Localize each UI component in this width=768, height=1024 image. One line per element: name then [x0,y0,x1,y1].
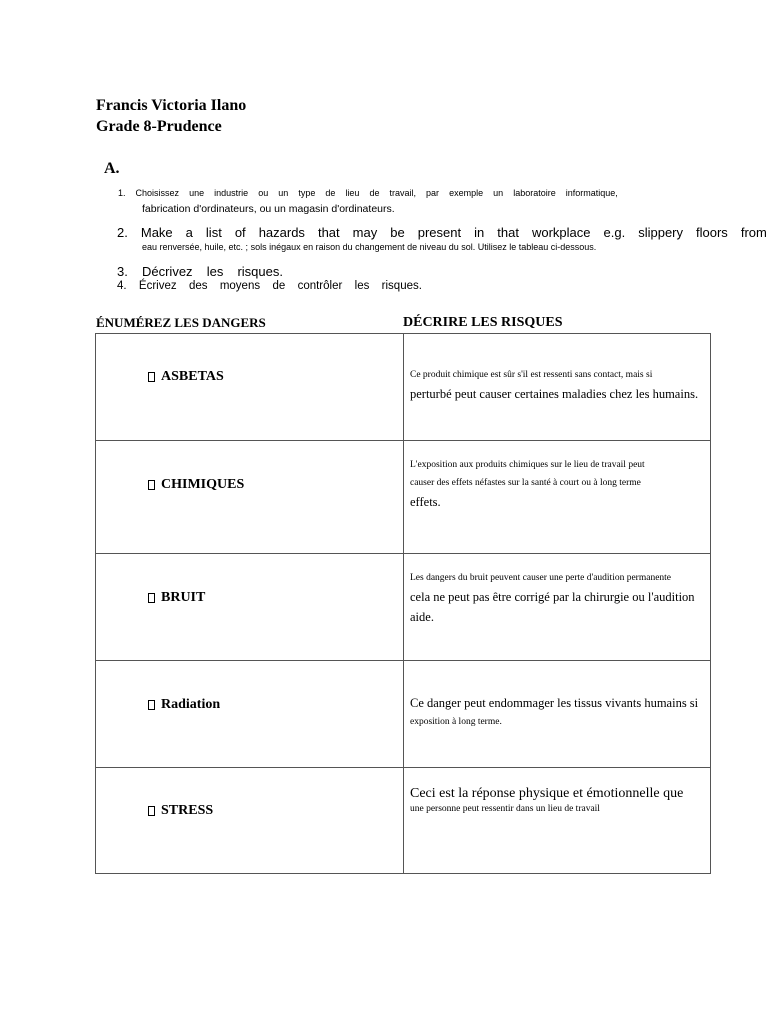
hazard-label: ASBETAS [161,369,224,384]
hazard-cell [96,661,404,768]
instruction-word: les [206,264,224,279]
hazard-cell [96,554,404,661]
hazard-label: CHIMIQUES [161,477,245,492]
instruction-word: laboratoire [513,188,556,198]
risk-line: causer des effets néfastes sur la santé à court ou à long terme [410,478,641,488]
instruction-word: industrie [214,188,249,198]
instruction-word: type [298,188,316,198]
instruction-word: present [417,225,462,240]
hazard-cell [96,334,404,441]
instruction-word: be [390,225,405,240]
instruction-word: informatique, [565,188,618,198]
risk-text [410,569,704,627]
risk-cell [404,334,711,441]
risk-line: Ceci est la réponse physique et émotionnelle que [410,786,684,801]
risk-line: une personne peut ressentir dans un lieu de travail [410,804,600,814]
risk-text [410,785,704,815]
instruction-word: de [369,188,380,198]
instruction-word: from [740,225,767,240]
column-header-risks: DÉCRIRE LES RISQUES [403,315,563,330]
instruction-2-number: 2. [117,225,128,240]
table-row [96,441,711,554]
instruction-word: lieu [345,188,360,198]
instruction-word: that [497,225,519,240]
instruction-word: de [325,188,336,198]
hazard-label: Radiation [161,697,221,712]
student-name: Francis Victoria Ilano [96,97,247,114]
instruction-word: Écrivez [138,280,177,292]
table-row [96,554,711,661]
instruction-word: travail, [389,188,417,198]
hazard-entry [148,477,244,493]
risk-text [410,366,704,404]
instruction-word: contrôler [297,280,343,292]
instruction-word: Make [140,225,173,240]
instruction-word: workplace [531,225,591,240]
instruction-word: une [189,188,205,198]
instruction-word: un [493,188,504,198]
table-row [96,661,711,768]
instruction-3 [117,264,283,279]
risk-line: perturbé peut causer certaines maladies chez les humains. [410,387,699,401]
instruction-word: e.g. [603,225,626,240]
instruction-word: moyens [219,280,261,292]
instruction-word: risques. [381,280,422,292]
student-grade: Grade 8-Prudence [96,118,222,135]
risk-line: cela ne peut pas être corrigé par la chirurgie ou l'audition [410,590,695,604]
hazard-label: STRESS [161,803,214,818]
instruction-word: de [272,280,286,292]
checkbox-icon [148,372,155,382]
instruction-word: hazards [258,225,305,240]
hazard-entry [148,697,220,713]
instruction-4-number: 4. [117,280,127,292]
instruction-word: par [426,188,440,198]
instruction-word: list [205,225,222,240]
instruction-word: of [234,225,246,240]
instruction-1-line-1 [118,188,618,198]
hazard-entry [148,803,213,819]
instruction-word: des [188,280,208,292]
instruction-word: un [278,188,289,198]
risk-line: exposition à long terme. [410,717,502,727]
instruction-3-number: 3. [117,264,128,279]
instruction-word: may [352,225,378,240]
instruction-word: Choisissez [135,188,180,198]
instruction-word: Décrivez [141,264,193,279]
risk-line: Ce produit chimique est sûr s'il est ressenti sans contact, mais si [410,370,653,380]
instruction-word: les [354,280,370,292]
checkbox-icon [148,806,155,816]
instruction-word: slippery [638,225,683,240]
instruction-2-line-2: eau renversée, huile, etc. ; sols inégaux en raison du changement de niveau du sol. Utilisez le tableau ci-dessous. [142,242,597,252]
checkbox-icon [148,593,155,603]
hazard-entry [148,590,205,606]
hazard-table [95,333,711,874]
risk-cell [404,554,711,661]
hazard-entry [148,369,224,385]
instruction-1-line-2: fabrication d'ordinateurs, ou un magasin d'ordinateurs. [142,203,395,215]
hazard-cell [96,441,404,554]
risk-line: Les dangers du bruit peuvent causer une perte d'audition permanente [410,573,672,583]
table-row [96,334,711,441]
section-label: A. [104,160,120,177]
risk-cell [404,661,711,768]
risk-text [410,456,704,512]
instruction-4 [117,280,422,292]
instruction-word: floors [696,225,728,240]
instruction-2-line-1 [117,225,767,240]
risk-line: Ce danger peut endommager les tissus vivants humains si [410,696,699,710]
risk-line: effets. [410,495,441,509]
risk-cell [404,768,711,874]
instruction-word: risques. [237,264,283,279]
checkbox-icon [148,700,155,710]
risk-cell [404,441,711,554]
table-row [96,768,711,874]
column-header-hazards: ÉNUMÉREZ LES DANGERS [96,315,266,330]
hazard-label: BRUIT [161,590,206,605]
hazard-cell [96,768,404,874]
risk-line: L'exposition aux produits chimiques sur le lieu de travail peut [410,460,645,470]
risk-text [410,693,704,731]
instruction-word: that [317,225,340,240]
instruction-word: in [474,225,485,240]
checkbox-icon [148,480,155,490]
instruction-word: ou [258,188,269,198]
instruction-word: a [185,225,193,240]
instruction-word: exemple [449,188,484,198]
risk-line: aide. [410,610,434,624]
instruction-1-number: 1. [118,188,126,198]
